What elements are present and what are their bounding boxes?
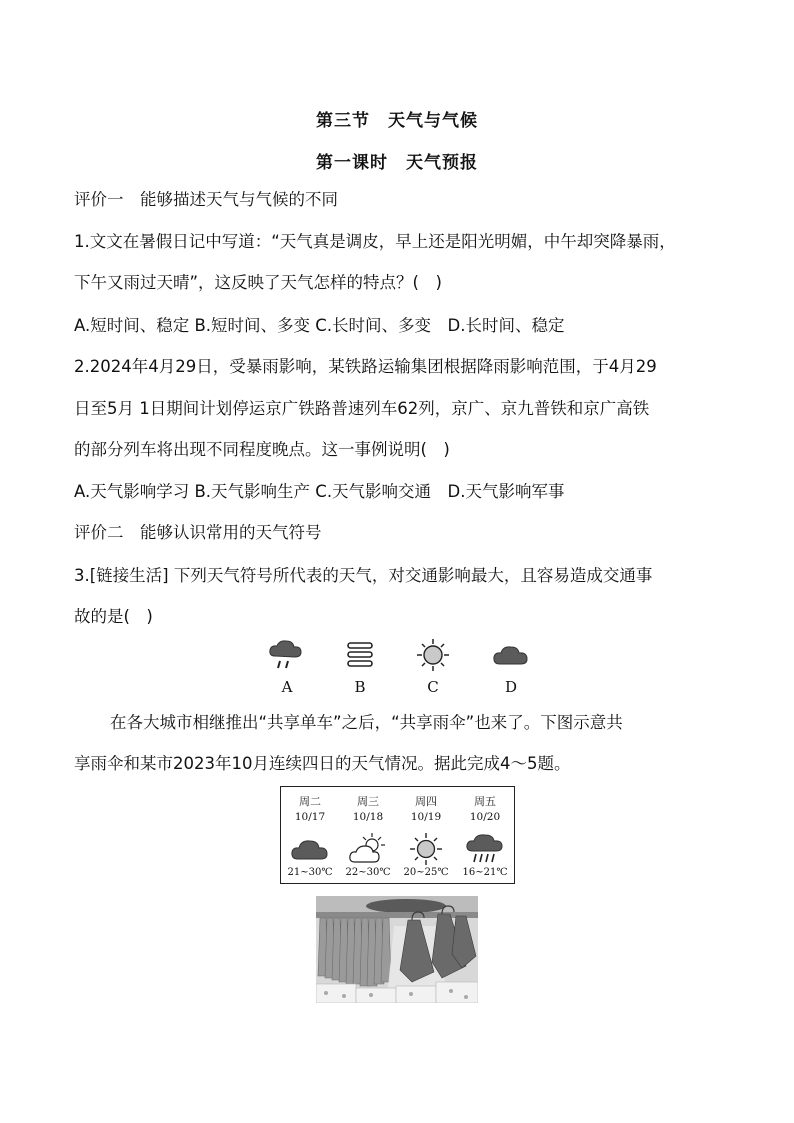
weather-symbol-choices: [262, 638, 532, 702]
forecast-temperature: 22~30℃: [345, 867, 391, 878]
forecast-weekday: 周四: [415, 795, 437, 808]
choice-letter: B: [354, 678, 366, 696]
forecast-date: 10/18: [352, 811, 384, 823]
partly-cloudy-icon: [348, 833, 388, 865]
passage-line1: 在各大城市相继推出“共享单车”之后，“共享雨伞”也来了。下图示意共: [110, 713, 623, 732]
forecast-temperature: 16~21℃: [462, 867, 508, 878]
choice-letter: C: [427, 678, 439, 696]
umbrella-rack-image: [316, 896, 478, 1003]
cloud-icon: [491, 638, 531, 672]
q2-text-line2: 日至5月 1日期间计划停运京广铁路普速列车62列，京广、京九普铁和京广高铁: [74, 399, 650, 418]
q1-text-line1: 1.文文在暑假日记中写道：“天气真是调皮，早上还是阳光明媚，中午却突降暴雨，: [74, 232, 676, 251]
forecast-day-fri: [456, 787, 514, 883]
lesson-subtitle: 第一课时 天气预报: [316, 153, 478, 173]
q1-options: A.短时间、稳定 B.短时间、多变 C.长时间、多变 D.长时间、稳定: [74, 316, 565, 335]
forecast-day-wed: [339, 787, 397, 883]
q2-text-line3: 的部分列车将出现不同程度晚点。这一事例说明( ): [74, 440, 450, 459]
forecast-day-tue: [281, 787, 339, 883]
choice-c: [408, 638, 458, 696]
q3-text-line1: 3.[链接生活] 下列天气符号所代表的天气，对交通影响最大，且容易造成交通事: [74, 566, 653, 585]
choice-a: [262, 638, 312, 696]
q1-text-line2: 下午又雨过天晴”，这反映了天气怎样的特点？( ): [74, 273, 442, 292]
section-title: 第三节 天气与气候: [316, 111, 478, 131]
sun-icon: [413, 638, 453, 672]
shared-umbrella-photo: [316, 896, 478, 1003]
forecast-weekday: 周二: [299, 795, 321, 808]
passage-line2: 享雨伞和某市2023年10月连续四日的天气情况。据此完成4～5题。: [74, 754, 571, 773]
q3-text-line2: 故的是( ): [74, 607, 153, 626]
rain-icon: [267, 638, 307, 672]
forecast-date: 10/19: [410, 811, 442, 823]
choice-letter: A: [281, 678, 293, 696]
section1-heading: 评价一 能够描述天气与气候的不同: [74, 190, 338, 209]
choice-letter: D: [504, 678, 518, 696]
forecast-temperature: 21~30℃: [287, 867, 333, 878]
forecast-date: 10/17: [294, 811, 326, 823]
forecast-weekday: 周五: [474, 795, 496, 808]
rain-icon: [465, 833, 505, 865]
forecast-temperature: 20~25℃: [403, 867, 449, 878]
choice-b: [335, 638, 385, 696]
forecast-date: 10/20: [469, 811, 501, 823]
weather-forecast-table: [280, 786, 515, 884]
sun-icon: [406, 833, 446, 865]
choice-d: [486, 638, 536, 696]
q2-text-line1: 2.2024年4月29日，受暴雨影响，某铁路运输集团根据降雨影响范围，于4月29: [74, 357, 657, 376]
q2-options: A.天气影响学习 B.天气影响生产 C.天气影响交通 D.天气影响军事: [74, 482, 565, 501]
forecast-day-thu: [397, 787, 455, 883]
forecast-weekday: 周三: [357, 795, 379, 808]
section2-heading: 评价二 能够认识常用的天气符号: [74, 523, 322, 542]
cloud-icon: [290, 833, 330, 865]
fog-icon: [340, 638, 380, 672]
